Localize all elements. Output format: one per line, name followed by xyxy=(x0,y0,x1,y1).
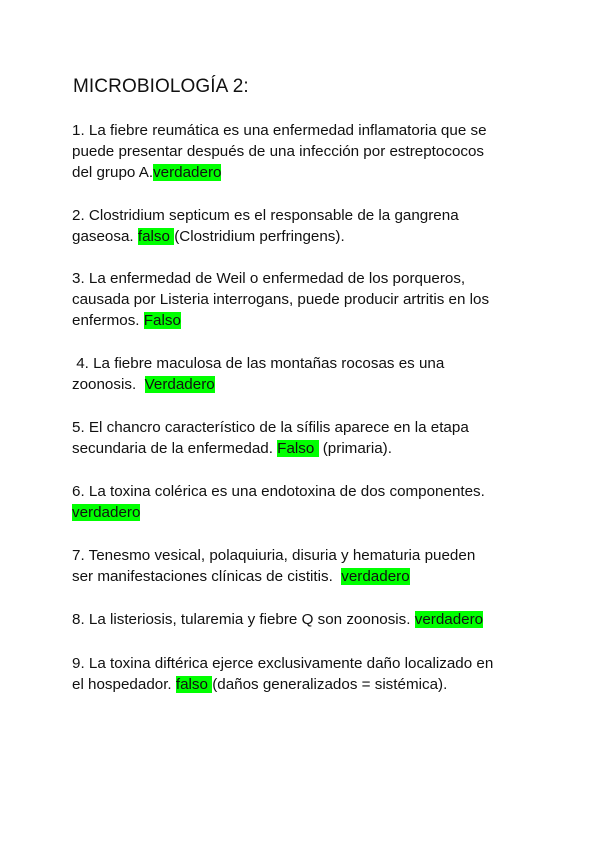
question-1 xyxy=(72,120,542,183)
question-text-line xyxy=(72,566,542,587)
question-4 xyxy=(72,353,542,395)
question-text-line: 3. La enfermedad de Weil o enfermedad de los porqueros, xyxy=(72,270,466,287)
answer-highlight: Falso xyxy=(277,440,319,457)
answer-highlight: verdadero xyxy=(153,164,222,181)
question-text-line: 6. La toxina colérica es una endotoxina de dos componentes. xyxy=(72,483,485,500)
question-text: gaseosa. xyxy=(72,228,138,245)
question-text-line: 5. El chancro característico de la sífilis aparece en la etapa xyxy=(72,419,469,436)
question-text-line xyxy=(72,502,542,523)
question-text-line: causada por Listeria interrogans, puede producir artritis en los xyxy=(72,291,490,308)
question-text: ser manifestaciones clínicas de cistitis. xyxy=(72,568,342,585)
question-text: 8. La listeriosis, tularemia y fiebre Q son zoonosis. xyxy=(72,611,415,628)
answer-highlight: Verdadero xyxy=(144,376,215,393)
question-text-line xyxy=(72,162,542,183)
answer-note: (daños generalizados = sistémica). xyxy=(212,676,448,693)
question-text-line xyxy=(72,226,542,247)
answer-highlight: falso xyxy=(175,676,213,693)
question-9 xyxy=(72,653,542,695)
answer-highlight: verdadero xyxy=(72,504,141,521)
question-7 xyxy=(72,545,542,587)
question-8 xyxy=(72,609,542,630)
question-text-line: 4. La fiebre maculosa de las montañas rocosas es una xyxy=(72,355,445,372)
answer-highlight: falso xyxy=(137,228,175,245)
question-text-line xyxy=(72,438,542,459)
answer-highlight: Falso xyxy=(143,312,181,329)
answer-note: (primaria). xyxy=(318,440,392,457)
answer-note: (Clostridium perfringens). xyxy=(174,228,345,245)
question-text: el hospedador. xyxy=(72,676,176,693)
answer-highlight: verdadero xyxy=(414,611,484,628)
question-text-line xyxy=(72,310,542,331)
answer-highlight: verdadero xyxy=(341,568,410,585)
question-text-line: puede presentar después de una infección por estreptococos xyxy=(72,143,485,160)
question-text-line: 1. La fiebre reumática es una enfermedad inflamatoria que se xyxy=(72,122,487,139)
question-text-line xyxy=(72,609,542,630)
question-text-line: 2. Clostridium septicum es el responsable de la gangrena xyxy=(72,207,459,224)
question-text-line: 9. La toxina diftérica ejerce exclusivamente daño localizado en xyxy=(72,655,494,672)
question-text: del grupo A. xyxy=(72,164,154,181)
question-2 xyxy=(72,205,542,247)
page-title: MICROBIOLOGÍA 2: xyxy=(73,76,249,97)
question-6 xyxy=(72,481,542,523)
question-text-line xyxy=(72,374,542,395)
question-text-line: 7. Tenesmo vesical, polaquiuria, disuria y hematuria pueden xyxy=(72,547,476,564)
question-text: secundaria de la enfermedad. xyxy=(72,440,278,457)
question-5 xyxy=(72,417,542,459)
question-3 xyxy=(72,268,542,331)
question-text: zoonosis. xyxy=(72,376,145,393)
question-text-line xyxy=(72,674,542,695)
question-text: enfermos. xyxy=(72,312,144,329)
